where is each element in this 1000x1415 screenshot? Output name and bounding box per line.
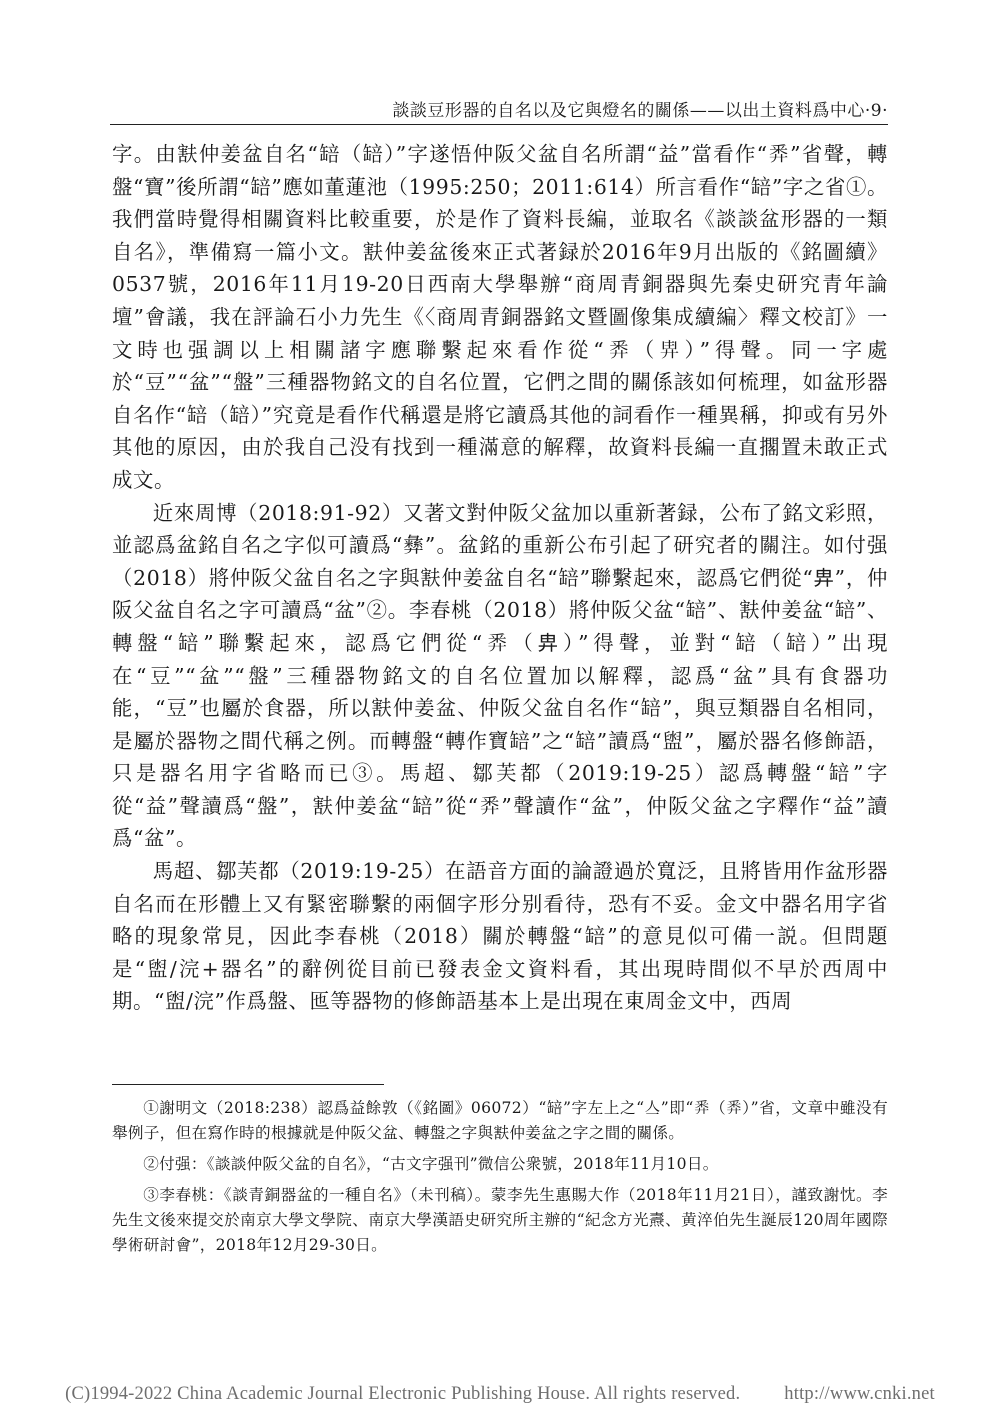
footnote-3: ③李春桃：《談青銅器盆的一種自名》（未刊稿）。蒙李先生惠賜大作（2018年11月21日），謹致謝忱。李先生文後來提交於南京大學文學院、南京大學漢語史研究所主辦的“紀念方光燾、黄淬伯先生誕辰120周年國際學術研討會”，2018年12月29-30日。 (112, 1186, 888, 1254)
header-rule (110, 124, 888, 125)
paragraph-3: 馬超、鄒芙都（2019:19-25）在語音方面的論證過於寬泛，且將皆用作盆形器自名而在形體上又有緊密聯繫的兩個字形分别看待，恐有不妥。金文中器名用字省略的現象常見，因此李春桃（2018）關於轉盤“䍌”的意見似可備一説。但問題是“盥/浣+器名”的辭例從目前已發表金文資料看，其出現時間似不早於西周中期。“盥/浣”作爲盤、匜等器物的修飾語基本上是出現在東周金文中，西周 (112, 859, 888, 1014)
site-url: http://www.cnki.net (784, 1384, 935, 1404)
body-text (112, 138, 888, 1018)
footnote-2: ②付强：《談談仲阪父盆的自名》，“古文字强刊”微信公衆號，2018年11月10日。 (143, 1155, 719, 1173)
paragraph-1: 字。由㝬仲姜盆自名“䍌（䍌）”字遂悟仲阪父盆自名所謂“益”當看作“𢍏”省聲，轉盤“寶”後所謂“䍌”應如董蓮池（1995:250；2011:614）所言看作“䍌”字之省①。我們當時覺得相關資料比較重要，於是作了資料長編，並取名《談談盆形器的一類自名》，準備寫一篇小文。㝬仲姜盆後來正式著録於2016年9月出版的《銘圖續》0537號，2016年11月19-20日西南大學舉辦“商周青銅器與先秦史研究青年論壇”會議，我在評論石小力先生《〈商周青銅器銘文暨圖像集成續編〉釋文校訂》一文時也强調以上相關諸字應聯繫起來看作從“𢍏（𢍁）”得聲。同一字處於“豆”“盆”“盤”三種器物銘文的自名位置，它們之間的關係該如何梳理，如盆形器自名作“䍌（䍌）”究竟是看作代稱還是將它讀爲其他的詞看作一種異稱，抑或有另外其他的原因，由於我自己没有找到一種滿意的解釋，故資料長編一直擱置未敢正式成文。 (112, 142, 888, 492)
copyright-text: (C)1994-2022 China Academic Journal Electronic Publishing House. All rights reserved. (65, 1384, 741, 1404)
running-header: 談談豆形器的自名以及它與燈名的關係——以出土資料爲中心·9· (392, 101, 888, 121)
footnote-1: ①謝明文（2018:238）認爲益餘敦（《銘圖》06072）“䍌”字左上之“亼”即“𢍏（𢍏）”省，文章中雖没有舉例子，但在寫作時的根據就是仲阪父盆、轉盤之字與㝬仲姜盆之字之間的關係。 (112, 1099, 888, 1142)
footnotes (112, 1096, 888, 1264)
footnote-rule (112, 1084, 384, 1085)
paragraph-2: 近來周博（2018:91-92）又著文對仲阪父盆加以重新著録，公布了銘文彩照，並認爲盆銘自名之字似可讀爲“彝”。盆銘的重新公布引起了研究者的關注。如付强（2018）將仲阪父盆自名之字與㝬仲姜盆自名“䍌”聯繫起來，認爲它們從“𢍁”，仲阪父盆自名之字可讀爲“盆”②。李春桃（2018）將仲阪父盆“䍌”、㝬仲姜盆“䍌”、轉盤“䍌”聯繫起來，認爲它們從“𢍏（𢍁）”得聲，並對“䍌（䍌）”出現在“豆”“盆”“盤”三種器物銘文的自名位置加以解釋，認爲“盆”具有食器功能，“豆”也屬於食器，所以㝬仲姜盆、仲阪父盆自名作“䍌”，與豆類器自名相同，是屬於器物之間代稱之例。而轉盤“轉作寶䍌”之“䍌”讀爲“盥”，屬於器名修飾語，只是器名用字省略而已③。馬超、鄒芙都（2019:19-25）認爲轉盤“䍌”字從“益”聲讀爲“盤”，㝬仲姜盆“䍌”從“𢍏”聲讀作“盆”，仲阪父盆之字釋作“益”讀爲“盆”。 (112, 500, 888, 851)
copyright-footer (0, 1384, 1000, 1405)
